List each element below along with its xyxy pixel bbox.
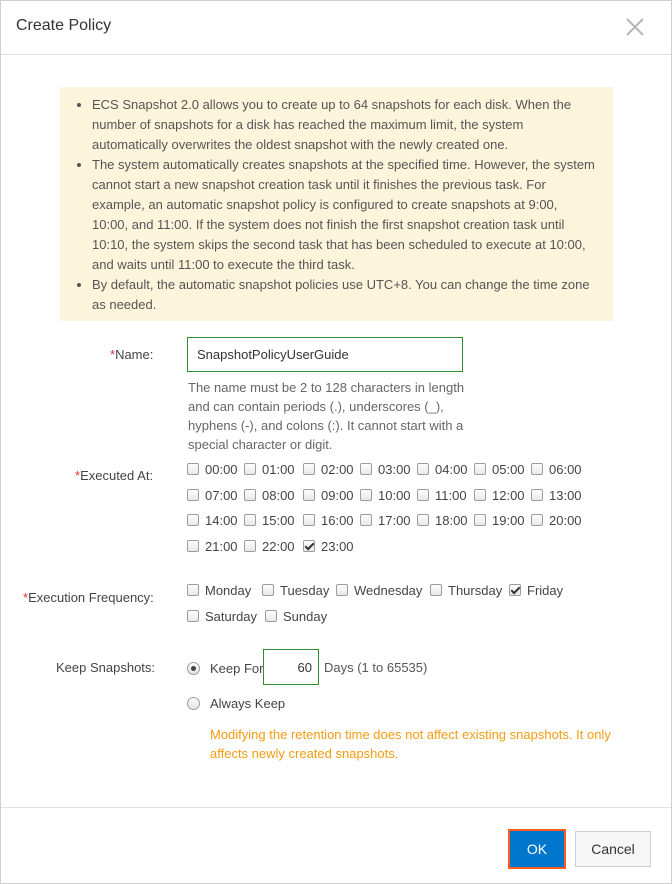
hour-label: 03:00 [378,461,411,477]
hour-checkbox[interactable] [303,540,315,552]
hour-label: 08:00 [262,487,295,503]
hour-label: 10:00 [378,487,411,503]
hour-checkbox[interactable] [187,540,199,552]
hour-option[interactable] [360,512,411,528]
required-mark: * [110,347,116,362]
hour-label: 11:00 [435,487,467,503]
hour-label: 00:00 [205,461,238,477]
weekday-option[interactable] [430,582,502,598]
hour-option[interactable] [474,487,525,503]
hour-label: 12:00 [492,487,525,503]
footer-divider [1,807,671,808]
hour-checkbox[interactable] [244,489,256,501]
hour-label: 13:00 [549,487,582,503]
hour-checkbox[interactable] [531,489,543,501]
hour-option[interactable] [187,538,238,554]
hour-option[interactable] [303,512,354,528]
hour-option[interactable] [303,538,354,554]
hour-checkbox[interactable] [531,463,543,475]
hour-checkbox[interactable] [187,463,199,475]
weekday-option[interactable] [187,608,257,624]
hour-checkbox[interactable] [417,489,429,501]
weekday-checkbox[interactable] [430,584,442,596]
hour-checkbox[interactable] [474,463,486,475]
hour-label: 02:00 [321,461,354,477]
hour-label: 15:00 [262,512,295,528]
hour-checkbox[interactable] [417,463,429,475]
notice-item: • The system automatically creates snapshots at the specified time. However, the system cannot start a new snapshot creation task until it finishes the previous task. For example, an automatic snapshot policy is configured to create snapshots at 9:00, 10:00, and 11:00. If the system does not finish the first snapshot creation task until 10:10, the system skips the second task that has been scheduled to execute at 10:00, and waits until 11:00 to execute the third task. [92,155,597,275]
hour-option[interactable] [187,512,238,528]
hour-checkbox[interactable] [417,514,429,526]
weekday-label: Friday [527,582,564,598]
name-label: *Name: [110,347,154,362]
executed-at-label: *Executed At: [75,468,154,483]
dialog-title: Create Policy [16,17,112,34]
hour-checkbox[interactable] [244,540,256,552]
notice-item: • ECS Snapshot 2.0 allows you to create up to 64 snapshots for each disk. When the number of snapshots for a disk has reached the maximum limit, the system automatically overwrites the oldest snapshot with the newly created one. [92,95,597,155]
weekday-label: Thursday [448,582,503,598]
weekday-label: Saturday [205,608,258,624]
hour-option[interactable] [244,461,295,477]
hour-option[interactable] [360,461,411,477]
weekday-option[interactable] [336,582,422,598]
hour-option[interactable] [417,487,467,503]
hour-checkbox[interactable] [531,514,543,526]
hour-checkbox[interactable] [187,514,199,526]
hour-checkbox[interactable] [474,514,486,526]
required-mark: * [23,590,29,605]
weekday-label: Wednesday [354,582,423,598]
hour-option[interactable] [187,487,238,503]
hour-checkbox[interactable] [360,514,372,526]
hour-label: 18:00 [435,512,468,528]
hour-checkbox[interactable] [360,489,372,501]
weekday-checkbox[interactable] [262,584,274,596]
hour-option[interactable] [531,512,582,528]
weekday-checkbox[interactable] [336,584,348,596]
hour-label: 21:00 [205,538,238,554]
notice-item: • By default, the automatic snapshot policies use UTC+8. You can change the time zone as needed. [92,275,597,315]
weekday-option[interactable] [187,582,251,598]
notice-box [60,87,613,321]
hour-label: 07:00 [205,487,238,503]
weekday-label: Monday [205,582,252,598]
hour-checkbox[interactable] [303,489,315,501]
policy-name-input[interactable] [187,337,463,372]
weekday-label: Tuesday [280,582,330,598]
weekday-option[interactable] [265,608,327,624]
keep-for-option[interactable] [187,660,263,676]
hour-option[interactable] [474,512,525,528]
hour-label: 09:00 [321,487,354,503]
always-keep-label: Always Keep [210,695,286,711]
keep-for-radio[interactable] [187,662,200,675]
hour-checkbox[interactable] [244,514,256,526]
weekday-checkbox[interactable] [187,584,199,596]
days-range-label: Days (1 to 65535) [324,660,428,675]
hour-label: 17:00 [378,512,411,528]
hour-option[interactable] [360,487,411,503]
hour-checkbox[interactable] [303,514,315,526]
hour-option[interactable] [303,461,354,477]
hour-checkbox[interactable] [474,489,486,501]
weekday-option[interactable] [509,582,563,598]
execution-frequency-label: *Execution Frequency: [23,590,154,605]
hour-checkbox[interactable] [187,489,199,501]
close-button[interactable] [621,13,649,41]
notice-list [76,95,597,315]
required-mark: * [75,468,81,483]
hour-option[interactable] [417,461,468,477]
hour-checkbox[interactable] [244,463,256,475]
keep-for-label: Keep For [210,660,264,676]
hour-option[interactable] [531,461,582,477]
hour-label: 16:00 [321,512,354,528]
hour-label: 14:00 [205,512,238,528]
hour-option[interactable] [187,461,238,477]
weekday-checkbox[interactable] [187,610,199,622]
hour-option[interactable] [531,487,582,503]
retention-warning: Modifying the retention time does not affect existing snapshots. It only affects newly created snapshots. [210,727,611,761]
keep-days-input[interactable] [263,649,319,685]
weekday-label: Sunday [283,608,328,624]
always-keep-option[interactable] [187,695,285,711]
hour-option[interactable] [244,512,295,528]
hour-label: 06:00 [549,461,582,477]
hour-checkbox[interactable] [303,463,315,475]
hour-checkbox[interactable] [360,463,372,475]
hour-option[interactable] [244,487,295,503]
hour-label: 22:00 [262,538,295,554]
hour-label: 01:00 [262,461,295,477]
name-hint: The name must be 2 to 128 characters in length and can contain periods (.), underscores (_), hyphens (-), and colons (:). It cannot start with a special character or digit. [188,380,465,452]
hour-label: 04:00 [435,461,468,477]
hour-option[interactable] [417,512,468,528]
weekday-checkbox[interactable] [509,584,521,596]
ok-button[interactable]: OK [508,829,566,869]
hour-option[interactable] [474,461,525,477]
hour-option[interactable] [244,538,295,554]
keep-snapshots-label: Keep Snapshots: [56,660,156,675]
hour-label: 19:00 [492,512,525,528]
hour-label: 05:00 [492,461,525,477]
always-keep-radio[interactable] [187,697,200,710]
hour-label: 23:00 [321,538,354,554]
hour-label: 20:00 [549,512,582,528]
weekday-option[interactable] [262,582,329,598]
hour-option[interactable] [303,487,354,503]
cancel-button[interactable]: Cancel [575,831,651,867]
weekday-checkbox[interactable] [265,610,277,622]
dialog-header [1,1,671,55]
close-icon [621,13,649,41]
